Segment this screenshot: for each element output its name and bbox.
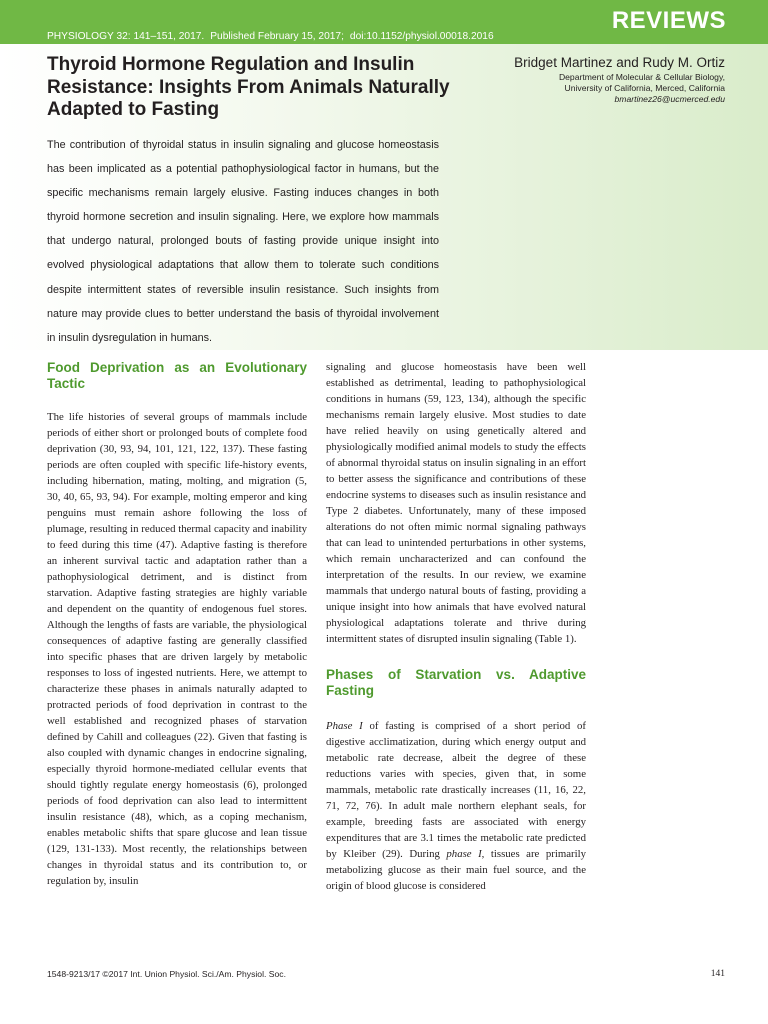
body-column-right	[326, 359, 586, 894]
phase-text-a: of fasting is comprised of a short period of digestive acclimatization, during which energy output and metabolic rate decrease, albeit the degree of these reductions varies with species, given that, in some mammals, metabolic rate drastically increases (11, 16, 22, 71, 72, 76). In adult male northern elephant seals, for example, breeding fasts are associated with energy expenditures that are 3.1 times the metabolic rate predicted by Kleiber (29). During	[326, 720, 586, 860]
author-block	[425, 54, 725, 105]
section-paragraph-phases	[326, 718, 586, 894]
citation-journal: PHYSIOLOGY 32: 141–151, 2017.	[47, 31, 205, 42]
affiliation-department: Department of Molecular & Cellular Biology,	[558, 72, 725, 82]
affiliation-university: University of California, Merced, California	[564, 83, 725, 93]
body-column-left	[47, 359, 307, 889]
section-heading-food-deprivation: Food Deprivation as an Evolutionary Tactic	[47, 360, 307, 391]
section-label: REVIEWS	[611, 7, 726, 34]
footer-copyright: 1548-9213/17 ©2017 Int. Union Physiol. Sci./Am. Physiol. Soc.	[47, 969, 286, 979]
section-heading-phases: Phases of Starvation vs. Adaptive Fasting	[326, 667, 586, 698]
article-title: Thyroid Hormone Regulation and Insulin Resistance: Insights From Animals Naturally Adapted to Fasting	[47, 54, 450, 120]
section-paragraph-continued: signaling and glucose homeostasis have been well established as detrimental, leading to pathophysiological conditions in humans (59, 123, 134), although the specific mechanisms remain largely elusive. Most studies to date have relied heavily on using genetically altered and physiologically modified animal models to study the effects of abnormal thyroidal status on insulin signaling in an effort to better assess the significance and contributions of these endocrine systems to diseases such as insulin resistance and Type 2 diabetes. Unfortunately, many of these imposed alterations do not often mimic normal signaling pathways that can lead to unintended perturbations in other systems, which remain uncharacterized and can confound the interpretation of the results. In our review, we examine mammals that undergo natural bouts of fasting, providing a unique insight into how animals that have evolved natural physiological adaptations tolerate and thrive during intermittent states of disrupted insulin signaling (Table 1).	[326, 361, 586, 645]
abstract: The contribution of thyroidal status in insulin signaling and glucose homeostasis has been implicated as a potential pathophysiological factor in humans, but the specific mechanisms remain largely elusive. Fasting induces changes in both thyroid hormone secretion and insulin signaling. Here, we explore how mammals that undergo natural, prolonged bouts of fasting provide unique insight into evolved physiological adaptations that allow them to tolerate such conditions despite intermittent states of reversible insulin resistance. Such insights from nature may provide clues to better understand the basis of thyroidal involvement in insulin dysregulation in humans.	[47, 139, 439, 344]
phase-label-2: phase I,	[446, 848, 485, 860]
citation-doi[interactable]: doi:10.1152/physiol.00018.2016	[349, 31, 494, 42]
phase-text-b: tissues are primarily metabolizing glucose as their main fuel source, and the origin of blood glucose is considered	[326, 848, 587, 892]
citation-line	[47, 29, 500, 44]
section-paragraph: The life histories of several groups of mammals include periods of either short or prolonged bouts of complete food deprivation (30, 93, 94, 101, 121, 122, 137). These fasting periods are often coupled with specific life-history events, including hibernation, mating, molting, and migration (5, 30, 40, 65, 93, 94). For example, molting emperor and king penguins must remain ashore following the loss of plumage, resulting in reduced thermal capacity and inability to feed during this time (47). Adaptive fasting is therefore an inherent survival tactic and adaptation rather than a pathophysiological detriment, and is distinct from starvation. Adaptive fasting strategies are highly variable and dependent on the quantity of endogenous fuel stores. Although the lengths of fasts are variable, the physiological consequences of adaptive fasting are generally classified into specific phases that are driven largely by metabolic responses to loss of ingested nutrients. Here, we attempt to characterize these phases in animals naturally adapted to protracted periods of food deprivation in contrast to the well established and recognized phases of starvation defined by Cahill and colleagues (22). Given that fasting is also coupled with dynamic changes in endocrine signaling, especially thyroid hormone-mediated cellular events that should tightly regulate energy homeostasis (6), prolonged periods of food deprivation can also lead to intermittent insulin resistance (48), which, as a coping mechanism, enables metabolic shifts that spare glucose and lean tissue (129, 131-133). Most recently, the relationships between changes in thyroidal status and its contribution to, or regulation by, insulin	[47, 411, 307, 887]
citation-published: Published February 15, 2017;	[210, 31, 344, 42]
phase-label: Phase I	[326, 720, 363, 732]
author-email[interactable]: bmartinez26@ucmerced.edu	[614, 94, 725, 104]
author-names: Bridget Martinez and Rudy M. Ortiz	[514, 55, 725, 70]
page-number: 141	[710, 969, 725, 979]
